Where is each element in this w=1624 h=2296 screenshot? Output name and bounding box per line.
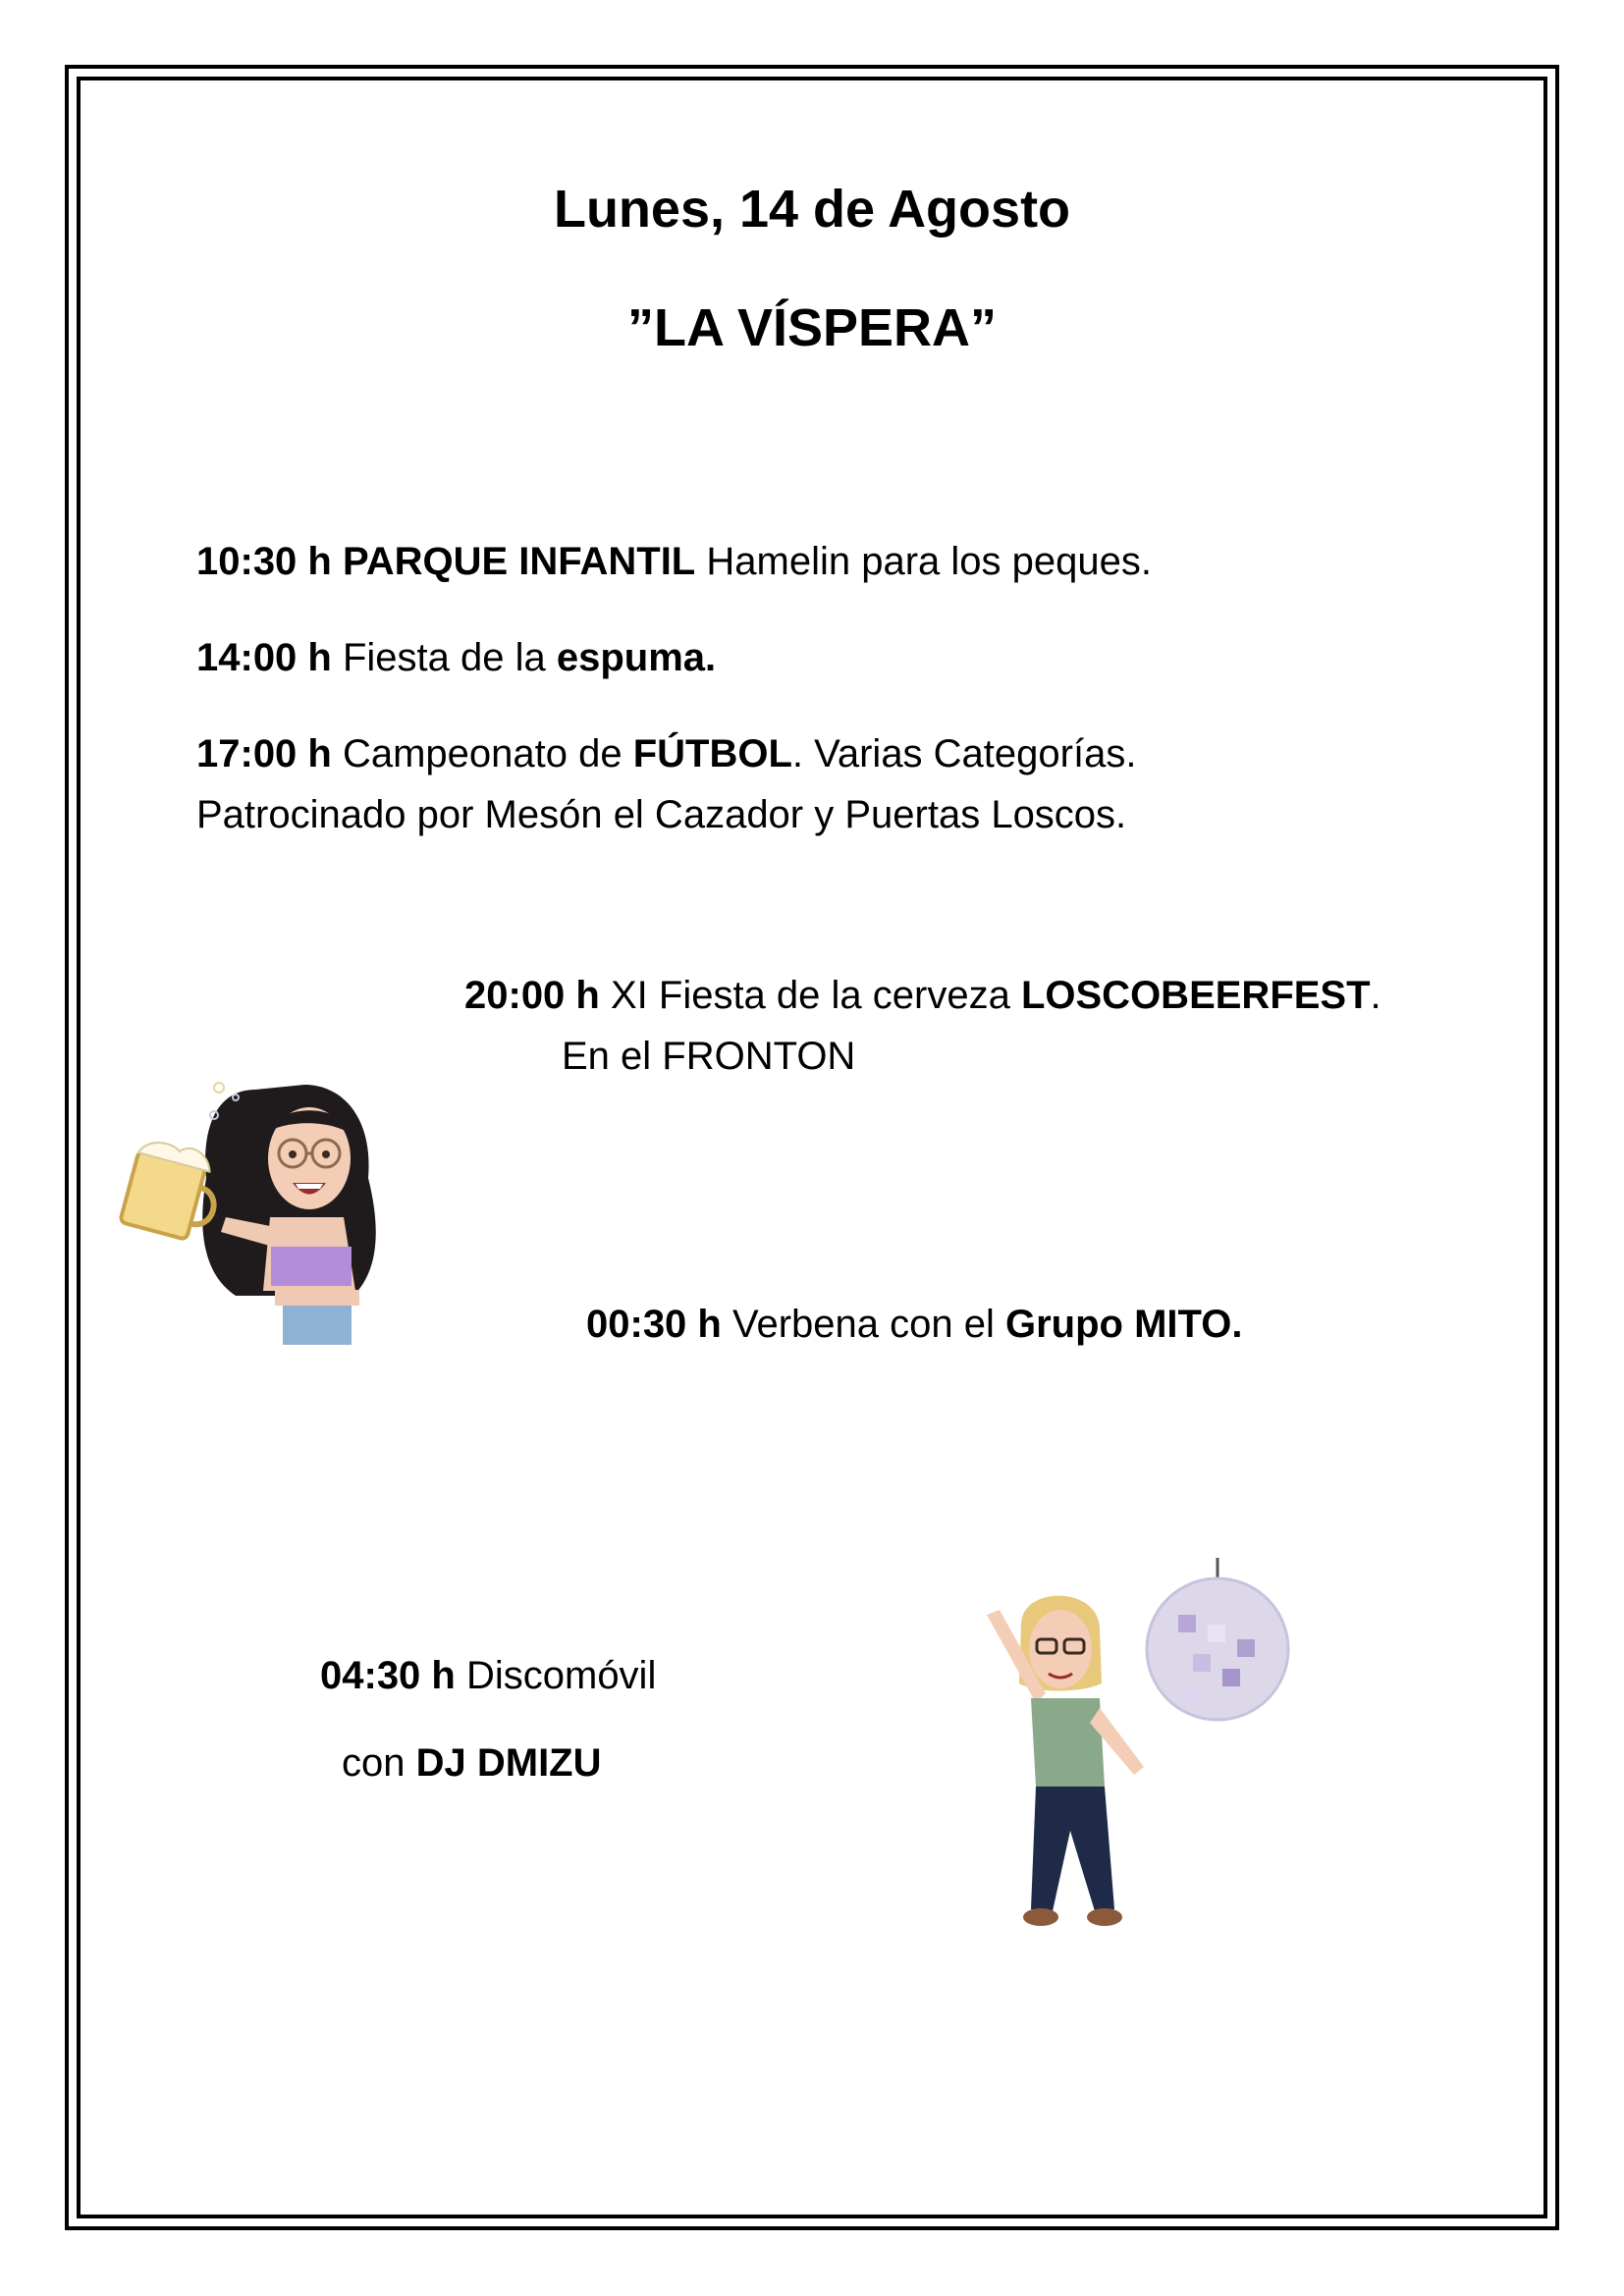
dark-pants — [1031, 1787, 1114, 1911]
event-time: 14:00 h — [196, 636, 332, 679]
beer-mug-icon — [120, 1136, 218, 1240]
event-espuma — [196, 634, 716, 681]
event-description: Discomóvil — [455, 1654, 657, 1697]
event-time: 00:30 h — [586, 1303, 722, 1346]
event-futbol — [196, 730, 1136, 777]
event-highlight: espuma. — [556, 636, 717, 679]
event-description: Fiesta de la — [331, 636, 557, 679]
event-time: 20:00 h — [464, 974, 600, 1017]
page-title: Lunes, 14 de Agosto — [553, 180, 1071, 239]
event-highlight: LOSCOBEERFEST — [1020, 974, 1371, 1017]
jeans — [283, 1304, 352, 1345]
event-description-rest: . — [1370, 974, 1381, 1017]
event-discomovil-dj — [342, 1739, 602, 1787]
event-futbol-sponsors: Patrocinado por Mesón el Cazador y Puertas Loscos. — [196, 793, 1127, 836]
event-parque-infantil — [196, 538, 1152, 585]
disco-woman-illustration — [943, 1546, 1306, 1968]
event-description: XI Fiesta de la cerveza — [599, 974, 1021, 1017]
event-description: Verbena con el — [721, 1303, 1005, 1346]
green-top — [1031, 1698, 1105, 1787]
event-description: Campeonato de — [331, 732, 633, 775]
event-highlight: Grupo MITO. — [1004, 1303, 1243, 1346]
event-time: 17:00 h — [196, 732, 332, 775]
beer-girl-illustration — [98, 1050, 422, 1345]
page-subtitle: ”LA VÍSPERA” — [626, 298, 998, 357]
event-beerfest — [464, 972, 1381, 1019]
event-description-rest: . Varias Categorías. — [791, 732, 1137, 775]
event-time: 04:30 h — [320, 1654, 456, 1697]
event-beerfest-location: En el FRONTON — [562, 1035, 856, 1078]
event-description: con — [342, 1741, 416, 1785]
event-highlight: DJ DMIZU — [415, 1741, 602, 1785]
disco-ball-icon — [1147, 1558, 1288, 1720]
event-discomovil — [320, 1652, 656, 1699]
event-time: 10:30 h — [196, 540, 332, 583]
purple-top — [271, 1247, 352, 1286]
event-highlight: PARQUE INFANTIL — [342, 540, 696, 583]
event-description: Hamelin para los peques. — [695, 540, 1152, 583]
event-highlight: FÚTBOL — [632, 732, 792, 775]
event-verbena — [586, 1301, 1242, 1348]
